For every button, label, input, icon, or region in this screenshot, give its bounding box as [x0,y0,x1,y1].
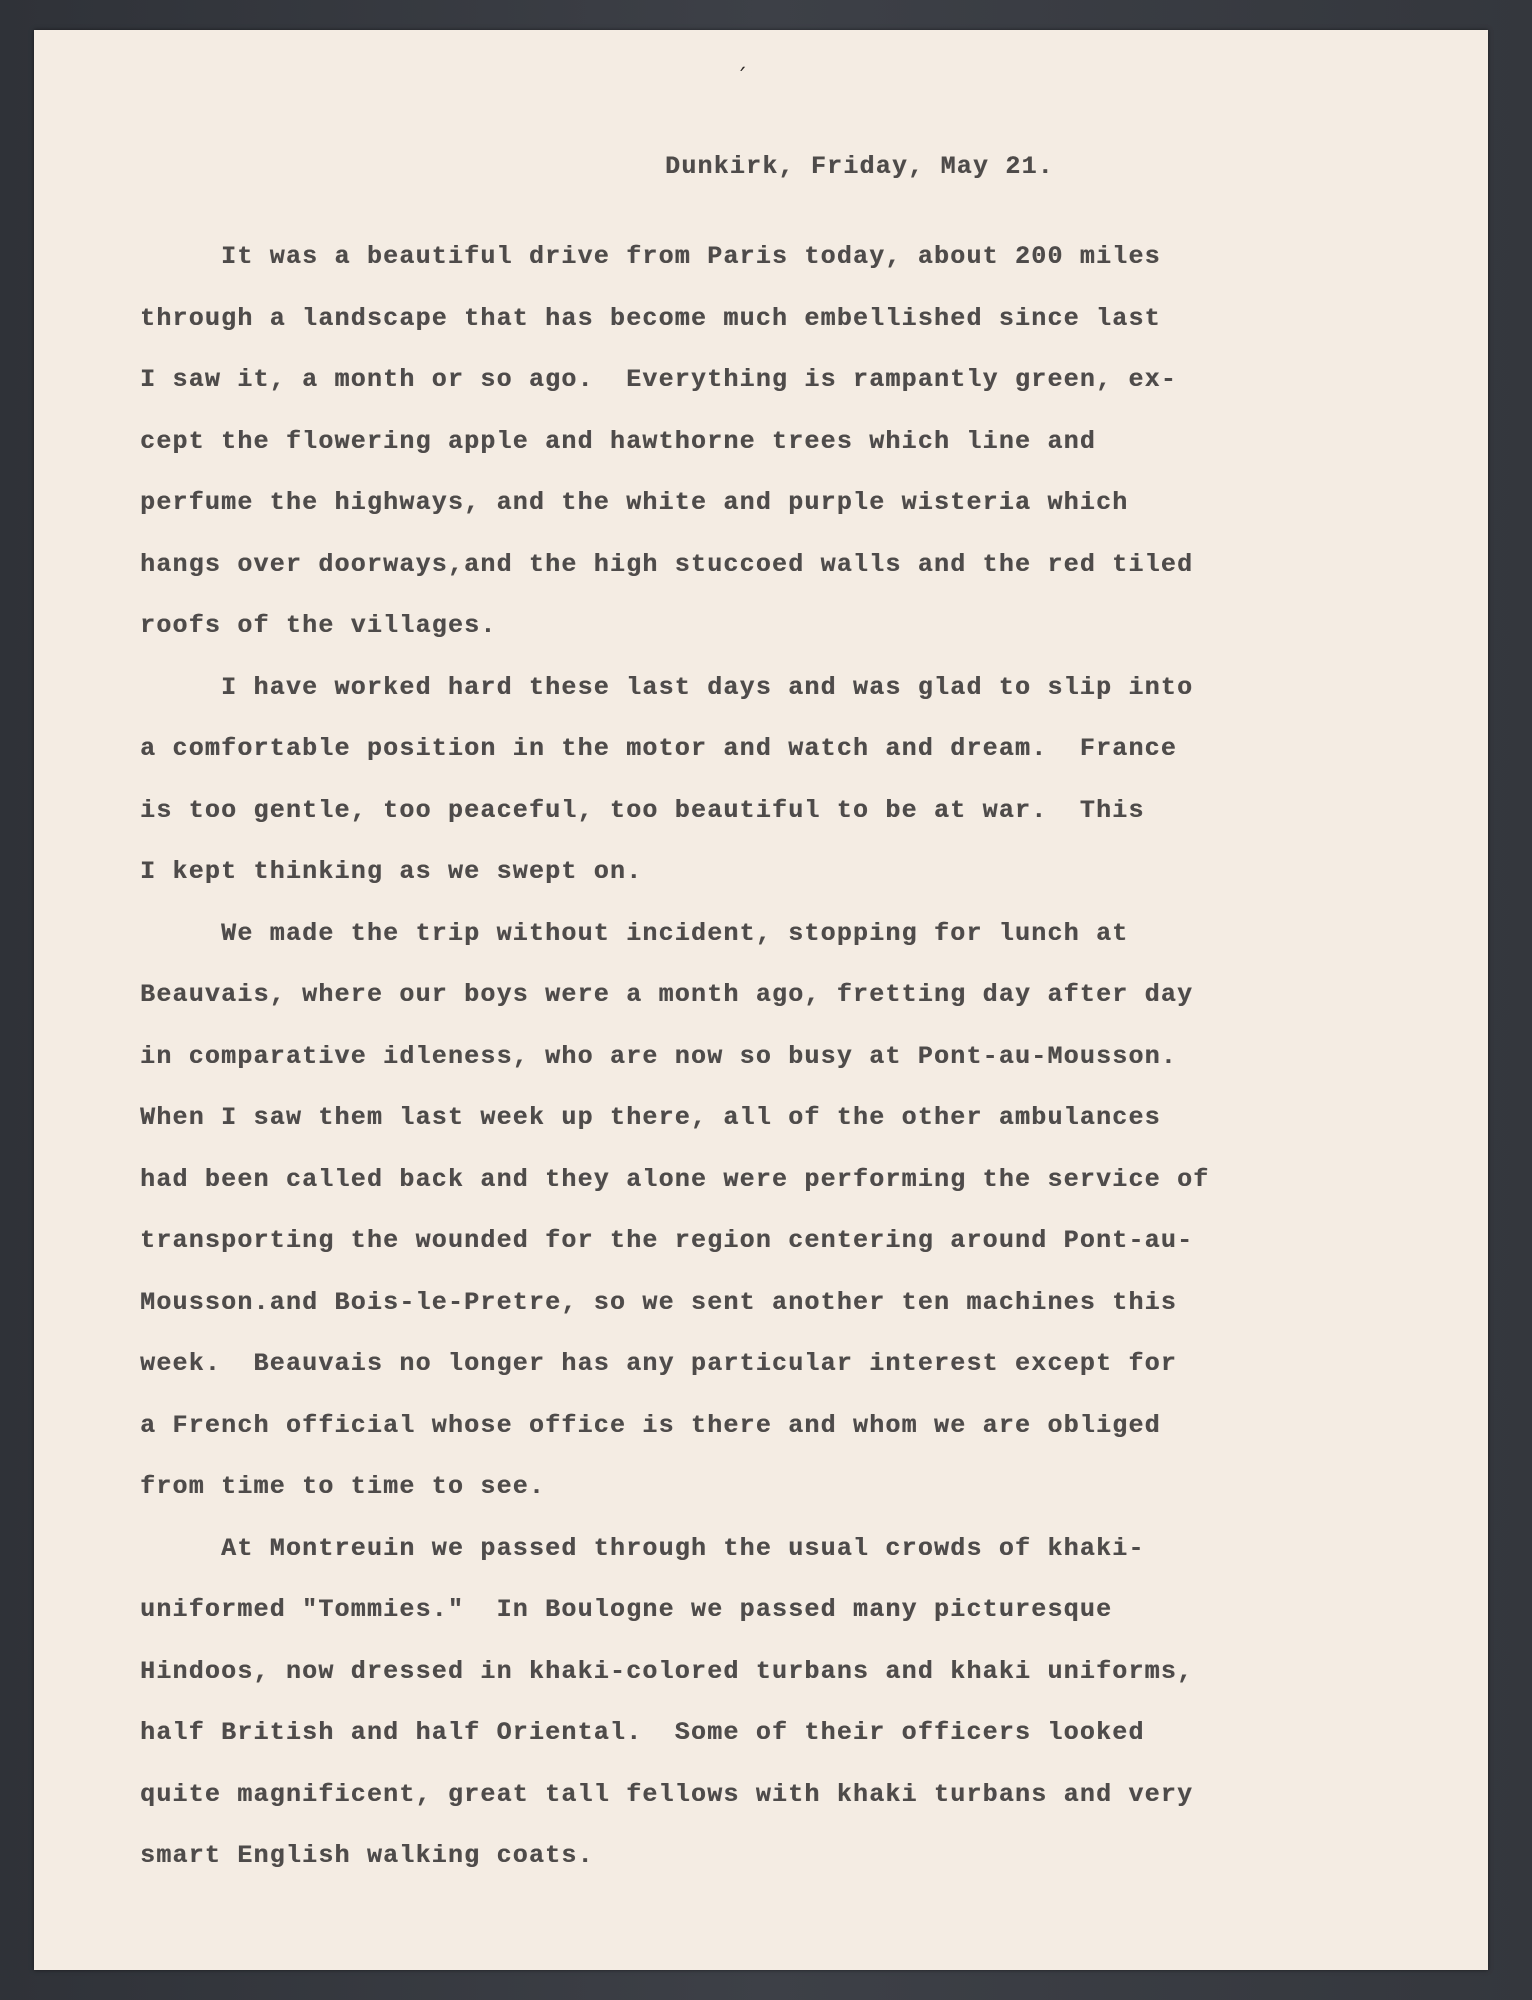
typed-line: from time to time to see. [140,1472,546,1501]
typed-line: hangs over doorways,and the high stuccoed walls and the red tiled [140,550,1194,579]
typed-line: roofs of the villages. [140,611,497,640]
typed-line: When I saw them last week up there, all of the other ambulances [140,1103,1161,1132]
typed-line: through a landscape that has become much embellished since last [140,304,1161,333]
typed-line: We made the trip without incident, stopping for lunch at [140,919,1129,948]
typed-line: had been called back and they alone were performing the service of [140,1165,1210,1194]
ink-mark: ˊ [736,66,747,91]
typed-line: Mousson.and Bois-le-Pretre, so we sent another ten machines this [140,1288,1177,1317]
typed-line: At Montreuin we passed through the usual crowds of khaki- [140,1534,1145,1563]
typed-line: I kept thinking as we swept on. [140,857,643,886]
typed-line: It was a beautiful drive from Paris today, about 200 miles [140,242,1161,271]
typed-line: half British and half Oriental. Some of their officers looked [140,1718,1145,1747]
typed-line: transporting the wounded for the region centering around Pont-au- [140,1226,1194,1255]
typed-line: a comfortable position in the motor and watch and dream. France [140,734,1177,763]
typed-line: is too gentle, too peaceful, too beautiful to be at war. This [140,796,1145,825]
typed-line: perfume the highways, and the white and purple wisteria which [140,488,1129,517]
typed-line: I saw it, a month or so ago. Everything is rampantly green, ex- [140,365,1177,394]
typed-line: week. Beauvais no longer has any particular interest except for [140,1349,1177,1378]
typed-line: in comparative idleness, who are now so busy at Pont-au-Mousson. [140,1042,1177,1071]
typed-line: a French official whose office is there and whom we are obliged [140,1411,1161,1440]
typed-line: quite magnificent, great tall fellows with khaki turbans and very [140,1780,1194,1809]
typed-line: Beauvais, where our boys were a month ago, fretting day after day [140,980,1194,1009]
typed-line: I have worked hard these last days and was glad to slip into [140,673,1194,702]
typed-line: uniformed "Tommies." In Boulogne we passed many picturesque [140,1595,1113,1624]
typed-line: cept the flowering apple and hawthorne trees which line and [140,427,1096,456]
typed-line: Hindoos, now dressed in khaki-colored turbans and khaki uniforms, [140,1657,1194,1686]
dateline: Dunkirk, Friday, May 21. [665,152,1054,181]
typed-line: smart English walking coats. [140,1841,594,1870]
